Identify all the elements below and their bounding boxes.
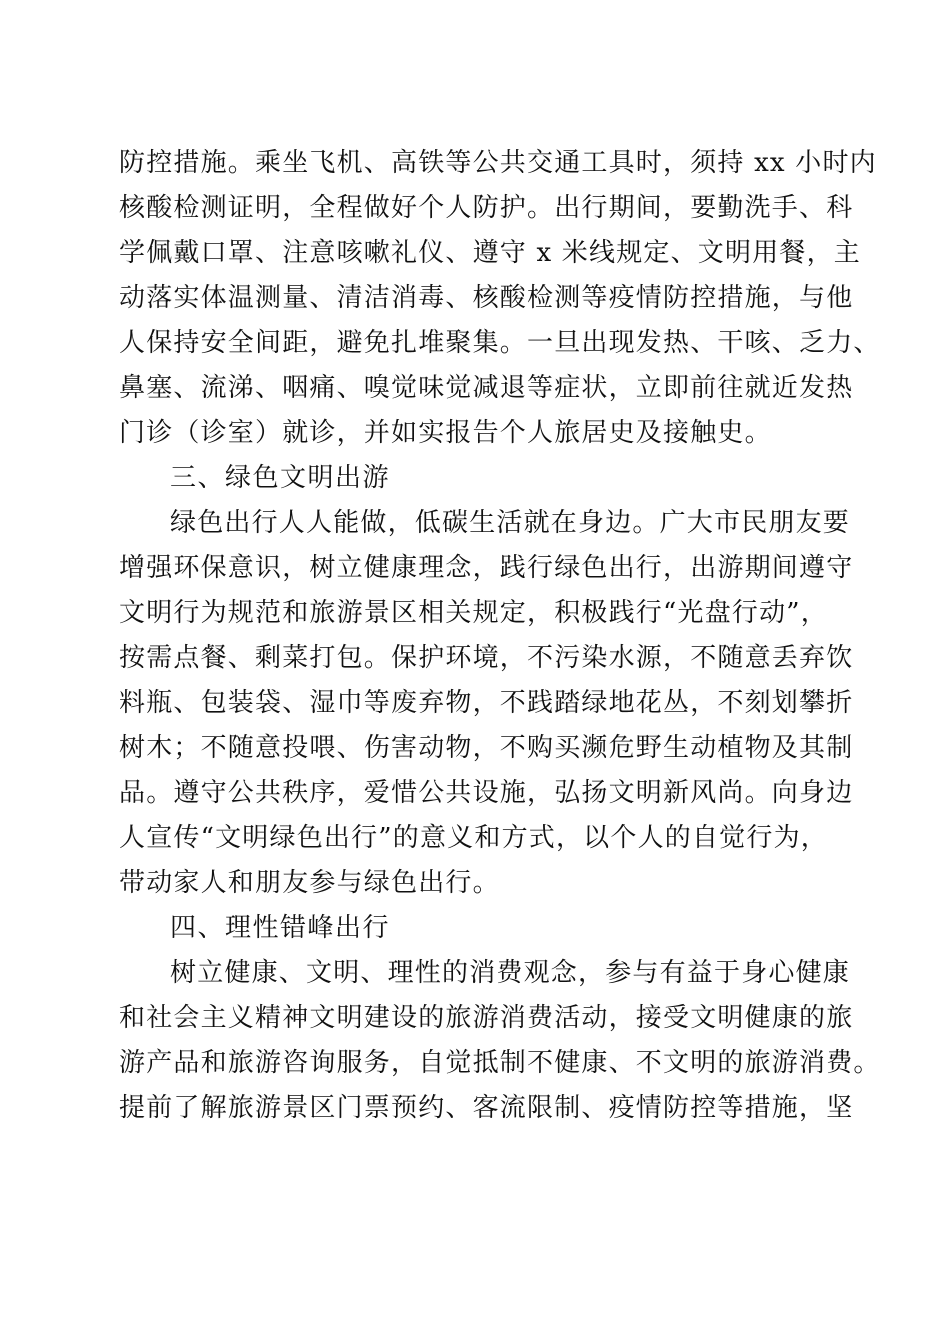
- body-line: 带动家人和朋友参与绿色出行。: [119, 868, 500, 898]
- body-line: 按需点餐、剩菜打包。保护环境，不污染水源，不随意丢弃饮: [119, 643, 854, 673]
- body-line: 鼻塞、流涕、咽痛、嗅觉味觉减退等症状，立即前往就近发热: [119, 373, 854, 403]
- body-line: 提前了解旅游景区门票预约、客流限制、疫情防控等措施，坚: [119, 1093, 854, 1123]
- body-line: 绿色出行人人能做，低碳生活就在身边。广大市民朋友要: [170, 508, 851, 538]
- body-line: 门诊（诊室）就诊，并如实报告个人旅居史及接触史。: [119, 418, 772, 448]
- section-heading-3: 三、绿色文明出游: [170, 463, 391, 493]
- body-line: 料瓶、包装袋、湿巾等废弃物，不践踏绿地花丛，不刻划攀折: [119, 688, 854, 718]
- body-line: 人保持安全间距，避免扎堆聚集。一旦出现发热、干咳、乏力、: [119, 328, 881, 358]
- body-line: 文明行为规范和旅游景区相关规定，积极践行“光盘行动”，: [119, 598, 828, 628]
- body-line: 树木；不随意投喂、伤害动物，不购买濒危野生动植物及其制: [119, 733, 854, 763]
- body-line: 增强环保意识，树立健康理念，践行绿色出行，出游期间遵守: [119, 553, 854, 583]
- body-line: 防控措施。乘坐飞机、高铁等公共交通工具时，须持 xx 小时内: [119, 148, 877, 178]
- body-line: 人宣传“文明绿色出行”的意义和方式，以个人的自觉行为，: [119, 823, 828, 853]
- body-line: 学佩戴口罩、注意咳嗽礼仪、遵守 x 米线规定、文明用餐，主: [119, 238, 861, 268]
- body-line: 品。遵守公共秩序，爱惜公共设施，弘扬文明新风尚。向身边: [119, 778, 854, 808]
- body-line: 游产品和旅游咨询服务，自觉抵制不健康、不文明的旅游消费。: [119, 1048, 881, 1078]
- section-heading-4: 四、理性错峰出行: [170, 913, 391, 943]
- body-line: 树立健康、文明、理性的消费观念，参与有益于身心健康: [170, 958, 851, 988]
- body-line: 动落实体温测量、清洁消毒、核酸检测等疫情防控措施，与他: [119, 283, 854, 313]
- body-line: 核酸检测证明，全程做好个人防护。出行期间，要勤洗手、科: [119, 193, 854, 223]
- body-line: 和社会主义精神文明建设的旅游消费活动，接受文明健康的旅: [119, 1003, 854, 1033]
